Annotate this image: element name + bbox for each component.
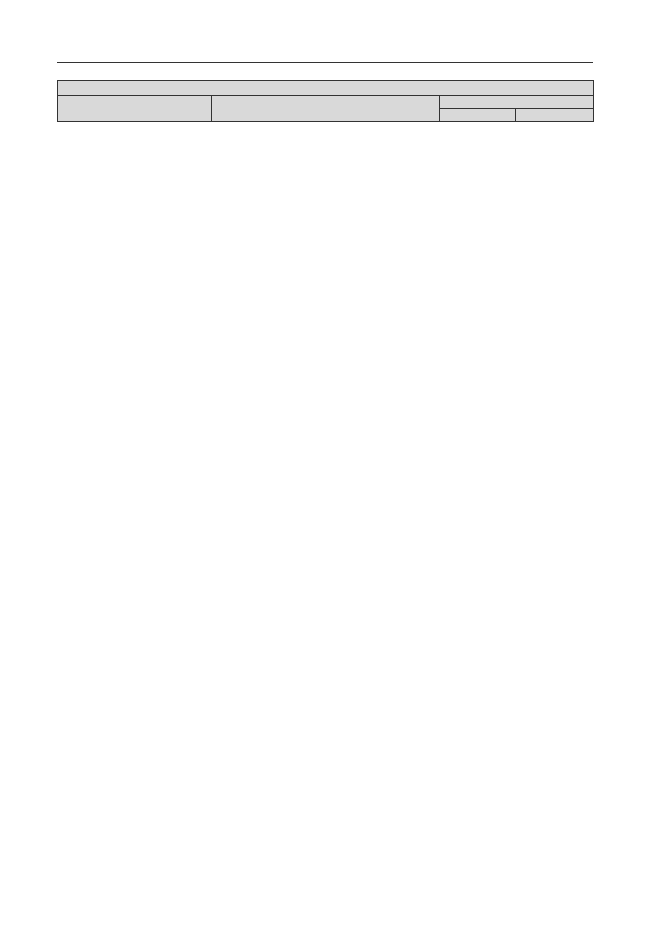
unrestricted-section-title — [58, 81, 594, 96]
shareholders-table — [57, 80, 594, 122]
unrestricted-section — [58, 81, 594, 122]
col-share-type — [440, 109, 516, 122]
col-share-type-group — [440, 96, 594, 109]
col-unrestricted-qty — [212, 96, 440, 122]
col-share-amount — [516, 109, 594, 122]
col-holder-name — [58, 96, 212, 122]
page-header — [57, 44, 593, 63]
